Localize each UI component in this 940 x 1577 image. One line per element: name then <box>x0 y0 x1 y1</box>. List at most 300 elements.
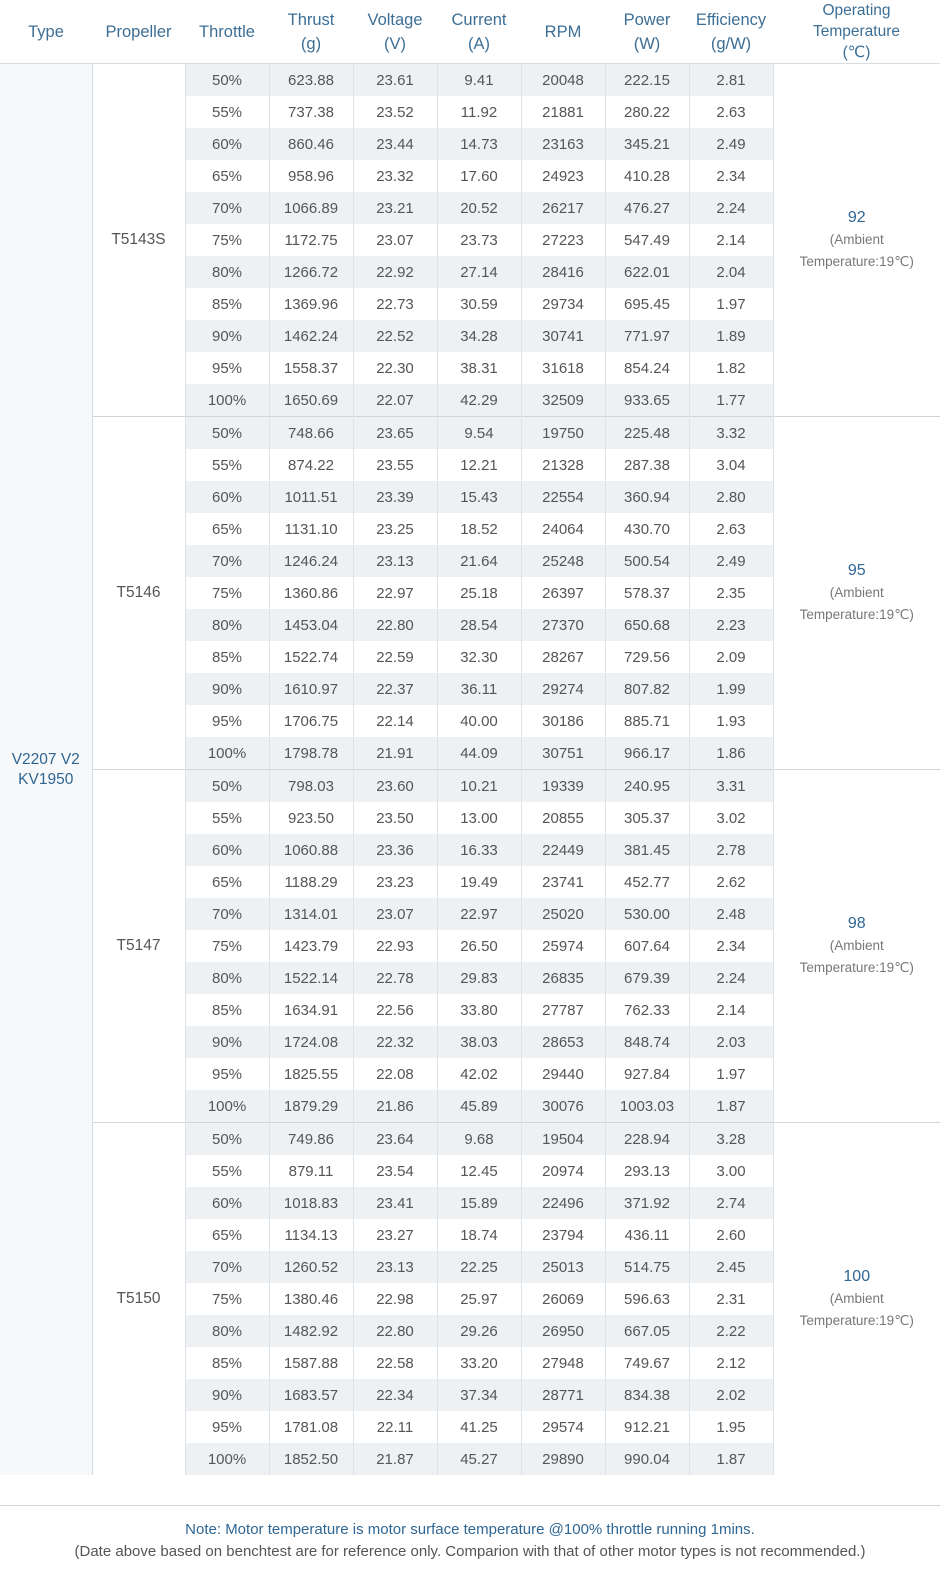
thrust-cell: 623.88 <box>269 64 353 97</box>
rpm-cell: 26397 <box>521 577 605 609</box>
voltage-cell: 23.52 <box>353 96 437 128</box>
voltage-cell: 23.41 <box>353 1187 437 1219</box>
power-cell: 695.45 <box>605 288 689 320</box>
voltage-cell: 22.07 <box>353 384 437 417</box>
thrust-cell: 1172.75 <box>269 224 353 256</box>
efficiency-cell: 2.74 <box>689 1187 773 1219</box>
current-cell: 13.00 <box>437 802 521 834</box>
voltage-cell: 22.30 <box>353 352 437 384</box>
voltage-cell: 23.27 <box>353 1219 437 1251</box>
power-cell: 912.21 <box>605 1411 689 1443</box>
rpm-cell: 27948 <box>521 1347 605 1379</box>
voltage-cell: 22.78 <box>353 962 437 994</box>
power-cell: 771.97 <box>605 320 689 352</box>
power-cell: 514.75 <box>605 1251 689 1283</box>
efficiency-cell: 2.48 <box>689 898 773 930</box>
thrust-cell: 1634.91 <box>269 994 353 1026</box>
ambient-temperature-note: (Ambient <box>829 938 884 953</box>
power-cell: 667.05 <box>605 1315 689 1347</box>
thrust-cell: 798.03 <box>269 770 353 803</box>
header-power-unit: (W) <box>633 34 661 53</box>
efficiency-cell: 1.93 <box>689 705 773 737</box>
rpm-cell: 25013 <box>521 1251 605 1283</box>
efficiency-cell: 1.95 <box>689 1411 773 1443</box>
table-row <box>0 64 940 97</box>
rpm-cell: 24064 <box>521 513 605 545</box>
power-cell: 762.33 <box>605 994 689 1026</box>
efficiency-cell: 2.80 <box>689 481 773 513</box>
power-cell: 848.74 <box>605 1026 689 1058</box>
voltage-cell: 22.80 <box>353 1315 437 1347</box>
current-cell: 29.26 <box>437 1315 521 1347</box>
voltage-cell: 22.92 <box>353 256 437 288</box>
voltage-cell: 22.59 <box>353 641 437 673</box>
throttle-cell: 95% <box>185 705 269 737</box>
thrust-cell: 1610.97 <box>269 673 353 705</box>
thrust-cell: 1188.29 <box>269 866 353 898</box>
thrust-cell: 874.22 <box>269 449 353 481</box>
power-cell: 500.54 <box>605 545 689 577</box>
efficiency-cell: 1.86 <box>689 737 773 770</box>
power-cell: 293.13 <box>605 1155 689 1187</box>
header-current <box>437 0 521 64</box>
efficiency-cell: 2.12 <box>689 1347 773 1379</box>
current-cell: 25.97 <box>437 1283 521 1315</box>
current-cell: 37.34 <box>437 1379 521 1411</box>
throttle-cell: 55% <box>185 449 269 481</box>
voltage-cell: 23.64 <box>353 1123 437 1156</box>
power-cell: 280.22 <box>605 96 689 128</box>
efficiency-cell: 1.89 <box>689 320 773 352</box>
rpm-cell: 27787 <box>521 994 605 1026</box>
current-cell: 25.18 <box>437 577 521 609</box>
operating-temperature-cell <box>773 64 940 417</box>
thrust-cell: 1266.72 <box>269 256 353 288</box>
header-thrust <box>269 0 353 64</box>
current-cell: 14.73 <box>437 128 521 160</box>
throttle-cell: 70% <box>185 1251 269 1283</box>
power-cell: 360.94 <box>605 481 689 513</box>
current-cell: 36.11 <box>437 673 521 705</box>
voltage-cell: 21.87 <box>353 1443 437 1475</box>
power-cell: 927.84 <box>605 1058 689 1090</box>
throttle-cell: 85% <box>185 1347 269 1379</box>
rpm-cell: 19339 <box>521 770 605 803</box>
current-cell: 34.28 <box>437 320 521 352</box>
power-cell: 430.70 <box>605 513 689 545</box>
ambient-temperature-note: Temperature:19℃) <box>799 960 914 975</box>
current-cell: 15.43 <box>437 481 521 513</box>
rpm-cell: 23794 <box>521 1219 605 1251</box>
power-cell: 607.64 <box>605 930 689 962</box>
voltage-cell: 22.98 <box>353 1283 437 1315</box>
power-cell: 225.48 <box>605 417 689 450</box>
operating-temperature-cell <box>773 417 940 770</box>
thrust-cell: 1462.24 <box>269 320 353 352</box>
voltage-cell: 22.56 <box>353 994 437 1026</box>
thrust-cell: 1260.52 <box>269 1251 353 1283</box>
current-cell: 27.14 <box>437 256 521 288</box>
throttle-cell: 80% <box>185 609 269 641</box>
throttle-cell: 100% <box>185 1090 269 1123</box>
efficiency-cell: 2.03 <box>689 1026 773 1058</box>
thrust-cell: 1423.79 <box>269 930 353 962</box>
power-cell: 228.94 <box>605 1123 689 1156</box>
rpm-cell: 26217 <box>521 192 605 224</box>
power-cell: 834.38 <box>605 1379 689 1411</box>
efficiency-cell: 3.31 <box>689 770 773 803</box>
motor-type-line: V2207 V2 <box>11 750 80 768</box>
voltage-cell: 21.91 <box>353 737 437 770</box>
header-propeller: Propeller <box>92 0 185 64</box>
efficiency-cell: 1.87 <box>689 1090 773 1123</box>
power-cell: 371.92 <box>605 1187 689 1219</box>
power-cell: 381.45 <box>605 834 689 866</box>
thrust-cell: 737.38 <box>269 96 353 128</box>
throttle-cell: 100% <box>185 384 269 417</box>
header-temp-unit: (℃) <box>842 44 871 61</box>
current-cell: 12.21 <box>437 449 521 481</box>
voltage-cell: 22.73 <box>353 288 437 320</box>
rpm-cell: 32509 <box>521 384 605 417</box>
thrust-cell: 1011.51 <box>269 481 353 513</box>
efficiency-cell: 2.31 <box>689 1283 773 1315</box>
throttle-cell: 85% <box>185 641 269 673</box>
rpm-cell: 26835 <box>521 962 605 994</box>
current-cell: 22.97 <box>437 898 521 930</box>
voltage-cell: 23.07 <box>353 898 437 930</box>
thrust-cell: 749.86 <box>269 1123 353 1156</box>
efficiency-cell: 2.24 <box>689 962 773 994</box>
temperature-value: 100 <box>843 1268 871 1285</box>
rpm-cell: 21328 <box>521 449 605 481</box>
efficiency-cell: 2.35 <box>689 577 773 609</box>
throttle-cell: 75% <box>185 577 269 609</box>
header-efficiency-unit: (g/W) <box>710 34 752 53</box>
header-temp-line1: Operating <box>822 2 891 19</box>
throttle-cell: 65% <box>185 160 269 192</box>
current-cell: 38.31 <box>437 352 521 384</box>
efficiency-cell: 2.60 <box>689 1219 773 1251</box>
thrust-cell: 1453.04 <box>269 609 353 641</box>
current-cell: 22.25 <box>437 1251 521 1283</box>
ambient-temperature-note: Temperature:19℃) <box>799 254 914 269</box>
power-cell: 1003.03 <box>605 1090 689 1123</box>
rpm-cell: 27223 <box>521 224 605 256</box>
voltage-cell: 23.36 <box>353 834 437 866</box>
current-cell: 45.27 <box>437 1443 521 1475</box>
current-cell: 21.64 <box>437 545 521 577</box>
current-cell: 33.80 <box>437 994 521 1026</box>
rpm-cell: 30186 <box>521 705 605 737</box>
efficiency-cell: 2.49 <box>689 128 773 160</box>
throttle-cell: 60% <box>185 834 269 866</box>
efficiency-cell: 3.00 <box>689 1155 773 1187</box>
footnote <box>0 1505 940 1577</box>
rpm-cell: 20855 <box>521 802 605 834</box>
rpm-cell: 30076 <box>521 1090 605 1123</box>
throttle-cell: 80% <box>185 962 269 994</box>
voltage-cell: 22.93 <box>353 930 437 962</box>
thrust-cell: 1369.96 <box>269 288 353 320</box>
throttle-cell: 95% <box>185 1411 269 1443</box>
header-efficiency <box>689 0 773 64</box>
voltage-cell: 23.61 <box>353 64 437 97</box>
throttle-cell: 60% <box>185 481 269 513</box>
rpm-cell: 24923 <box>521 160 605 192</box>
power-cell: 410.28 <box>605 160 689 192</box>
thrust-cell: 1798.78 <box>269 737 353 770</box>
efficiency-cell: 2.78 <box>689 834 773 866</box>
voltage-cell: 22.14 <box>353 705 437 737</box>
thrust-cell: 1482.92 <box>269 1315 353 1347</box>
current-cell: 40.00 <box>437 705 521 737</box>
efficiency-cell: 1.97 <box>689 288 773 320</box>
current-cell: 9.68 <box>437 1123 521 1156</box>
throttle-cell: 90% <box>185 673 269 705</box>
current-cell: 15.89 <box>437 1187 521 1219</box>
throttle-cell: 85% <box>185 994 269 1026</box>
thrust-cell: 1018.83 <box>269 1187 353 1219</box>
throttle-cell: 65% <box>185 513 269 545</box>
header-temp-line2: Temperature <box>812 23 900 40</box>
efficiency-cell: 2.63 <box>689 96 773 128</box>
voltage-cell: 22.32 <box>353 1026 437 1058</box>
power-cell: 729.56 <box>605 641 689 673</box>
thrust-cell: 1879.29 <box>269 1090 353 1123</box>
voltage-cell: 22.37 <box>353 673 437 705</box>
current-cell: 42.02 <box>437 1058 521 1090</box>
power-cell: 345.21 <box>605 128 689 160</box>
rpm-cell: 28653 <box>521 1026 605 1058</box>
efficiency-cell: 3.04 <box>689 449 773 481</box>
header-rpm: RPM <box>521 0 605 64</box>
rpm-cell: 19750 <box>521 417 605 450</box>
voltage-cell: 23.21 <box>353 192 437 224</box>
throttle-cell: 70% <box>185 192 269 224</box>
rpm-cell: 29440 <box>521 1058 605 1090</box>
current-cell: 26.50 <box>437 930 521 962</box>
thrust-cell: 1131.10 <box>269 513 353 545</box>
voltage-cell: 23.65 <box>353 417 437 450</box>
voltage-cell: 23.23 <box>353 866 437 898</box>
thrust-cell: 1724.08 <box>269 1026 353 1058</box>
rpm-cell: 26069 <box>521 1283 605 1315</box>
rpm-cell: 28416 <box>521 256 605 288</box>
operating-temperature-cell <box>773 1123 940 1476</box>
current-cell: 33.20 <box>437 1347 521 1379</box>
rpm-cell: 29274 <box>521 673 605 705</box>
thrust-cell: 879.11 <box>269 1155 353 1187</box>
current-cell: 12.45 <box>437 1155 521 1187</box>
throttle-cell: 90% <box>185 320 269 352</box>
current-cell: 42.29 <box>437 384 521 417</box>
throttle-cell: 50% <box>185 417 269 450</box>
efficiency-cell: 2.34 <box>689 160 773 192</box>
power-cell: 547.49 <box>605 224 689 256</box>
power-cell: 305.37 <box>605 802 689 834</box>
table-row <box>0 770 940 803</box>
power-cell: 933.65 <box>605 384 689 417</box>
throttle-cell: 70% <box>185 545 269 577</box>
power-cell: 990.04 <box>605 1443 689 1475</box>
efficiency-cell: 3.28 <box>689 1123 773 1156</box>
rpm-cell: 21881 <box>521 96 605 128</box>
note-line-2: (Date above based on benchtest are for reference only. Comparion with that of other motor types is not recommended.) <box>74 1543 866 1560</box>
efficiency-cell: 1.77 <box>689 384 773 417</box>
header-voltage <box>353 0 437 64</box>
current-cell: 11.92 <box>437 96 521 128</box>
rpm-cell: 29734 <box>521 288 605 320</box>
header-efficiency-label: Efficiency <box>695 10 767 29</box>
propeller-cell: T5146 <box>92 417 185 770</box>
table-body <box>0 64 940 1476</box>
header-voltage-unit: (V) <box>384 34 406 53</box>
throttle-cell: 95% <box>185 1058 269 1090</box>
efficiency-cell: 2.02 <box>689 1379 773 1411</box>
header-power <box>605 0 689 64</box>
ambient-temperature-note: (Ambient <box>829 232 884 247</box>
throttle-cell: 65% <box>185 866 269 898</box>
rpm-cell: 29890 <box>521 1443 605 1475</box>
throttle-cell: 80% <box>185 256 269 288</box>
voltage-cell: 22.11 <box>353 1411 437 1443</box>
rpm-cell: 29574 <box>521 1411 605 1443</box>
thrust-cell: 1587.88 <box>269 1347 353 1379</box>
efficiency-cell: 2.81 <box>689 64 773 97</box>
rpm-cell: 28771 <box>521 1379 605 1411</box>
voltage-cell: 23.32 <box>353 160 437 192</box>
throttle-cell: 65% <box>185 1219 269 1251</box>
voltage-cell: 21.86 <box>353 1090 437 1123</box>
voltage-cell: 23.13 <box>353 545 437 577</box>
efficiency-cell: 3.02 <box>689 802 773 834</box>
power-cell: 966.17 <box>605 737 689 770</box>
header-current-unit: (A) <box>468 34 490 53</box>
table-header <box>0 0 940 64</box>
efficiency-cell: 2.23 <box>689 609 773 641</box>
rpm-cell: 31618 <box>521 352 605 384</box>
voltage-cell: 22.97 <box>353 577 437 609</box>
rpm-cell: 22449 <box>521 834 605 866</box>
efficiency-cell: 2.14 <box>689 994 773 1026</box>
temperature-value: 95 <box>847 562 866 579</box>
thrust-cell: 748.66 <box>269 417 353 450</box>
current-cell: 44.09 <box>437 737 521 770</box>
thrust-cell: 1650.69 <box>269 384 353 417</box>
current-cell: 32.30 <box>437 641 521 673</box>
voltage-cell: 22.58 <box>353 1347 437 1379</box>
throttle-cell: 75% <box>185 1283 269 1315</box>
thrust-cell: 1380.46 <box>269 1283 353 1315</box>
header-throttle: Throttle <box>185 0 269 64</box>
rpm-cell: 30741 <box>521 320 605 352</box>
voltage-cell: 23.50 <box>353 802 437 834</box>
power-cell: 578.37 <box>605 577 689 609</box>
header-type: Type <box>0 0 92 64</box>
power-cell: 807.82 <box>605 673 689 705</box>
efficiency-cell: 2.04 <box>689 256 773 288</box>
power-cell: 854.24 <box>605 352 689 384</box>
throttle-cell: 85% <box>185 288 269 320</box>
rpm-cell: 25248 <box>521 545 605 577</box>
rpm-cell: 20048 <box>521 64 605 97</box>
thrust-cell: 1066.89 <box>269 192 353 224</box>
voltage-cell: 23.55 <box>353 449 437 481</box>
throttle-cell: 60% <box>185 128 269 160</box>
efficiency-cell: 2.14 <box>689 224 773 256</box>
current-cell: 9.41 <box>437 64 521 97</box>
rpm-cell: 30751 <box>521 737 605 770</box>
thrust-cell: 1558.37 <box>269 352 353 384</box>
temperature-value: 98 <box>847 915 866 932</box>
throttle-cell: 100% <box>185 1443 269 1475</box>
efficiency-cell: 2.62 <box>689 866 773 898</box>
voltage-cell: 22.34 <box>353 1379 437 1411</box>
rpm-cell: 25020 <box>521 898 605 930</box>
rpm-cell: 22554 <box>521 481 605 513</box>
current-cell: 18.52 <box>437 513 521 545</box>
rpm-cell: 26950 <box>521 1315 605 1347</box>
throttle-cell: 90% <box>185 1379 269 1411</box>
table-row <box>0 1123 940 1156</box>
throttle-cell: 100% <box>185 737 269 770</box>
ambient-temperature-note: (Ambient <box>829 585 884 600</box>
voltage-cell: 23.07 <box>353 224 437 256</box>
current-cell: 41.25 <box>437 1411 521 1443</box>
voltage-cell: 23.25 <box>353 513 437 545</box>
rpm-cell: 25974 <box>521 930 605 962</box>
power-cell: 650.68 <box>605 609 689 641</box>
current-cell: 19.49 <box>437 866 521 898</box>
throttle-cell: 75% <box>185 930 269 962</box>
power-cell: 452.77 <box>605 866 689 898</box>
voltage-cell: 23.13 <box>353 1251 437 1283</box>
efficiency-cell: 1.97 <box>689 1058 773 1090</box>
throttle-cell: 50% <box>185 770 269 803</box>
ambient-temperature-note: Temperature:19℃) <box>799 1313 914 1328</box>
thrust-cell: 923.50 <box>269 802 353 834</box>
voltage-cell: 22.52 <box>353 320 437 352</box>
thrust-cell: 1360.86 <box>269 577 353 609</box>
efficiency-cell: 1.87 <box>689 1443 773 1475</box>
efficiency-cell: 2.63 <box>689 513 773 545</box>
throttle-cell: 70% <box>185 898 269 930</box>
motor-type-cell <box>0 64 92 1476</box>
rpm-cell: 22496 <box>521 1187 605 1219</box>
thrust-cell: 1522.74 <box>269 641 353 673</box>
throttle-cell: 55% <box>185 1155 269 1187</box>
current-cell: 9.54 <box>437 417 521 450</box>
propeller-cell: T5147 <box>92 770 185 1123</box>
power-cell: 596.63 <box>605 1283 689 1315</box>
current-cell: 30.59 <box>437 288 521 320</box>
propeller-cell: T5150 <box>92 1123 185 1476</box>
rpm-cell: 28267 <box>521 641 605 673</box>
power-cell: 436.11 <box>605 1219 689 1251</box>
rpm-cell: 20974 <box>521 1155 605 1187</box>
thrust-cell: 1314.01 <box>269 898 353 930</box>
temperature-value: 92 <box>847 209 866 226</box>
current-cell: 18.74 <box>437 1219 521 1251</box>
motor-type-line: KV1950 <box>18 770 74 788</box>
efficiency-cell: 2.22 <box>689 1315 773 1347</box>
header-current-label: Current <box>451 10 507 29</box>
current-cell: 10.21 <box>437 770 521 803</box>
thrust-cell: 1246.24 <box>269 545 353 577</box>
thrust-cell: 1060.88 <box>269 834 353 866</box>
header-thrust-label: Thrust <box>287 10 335 29</box>
